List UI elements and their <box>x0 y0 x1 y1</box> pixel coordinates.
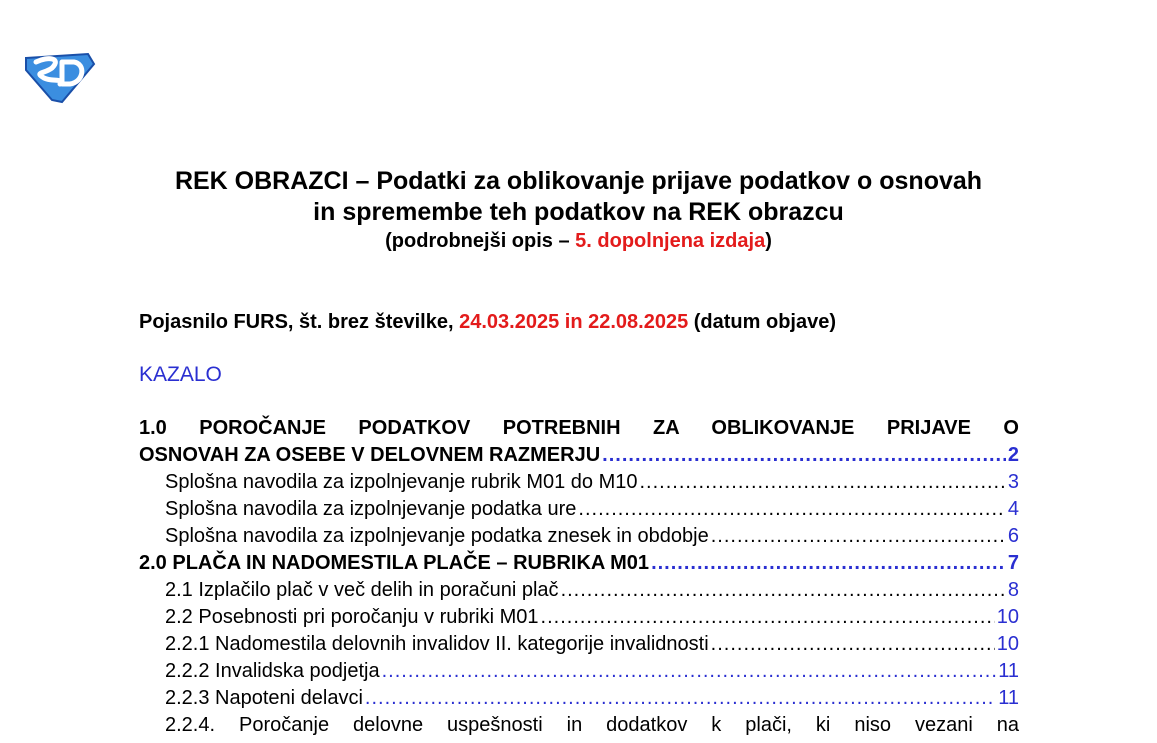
furs-notice <box>139 309 836 335</box>
toc-entry-label: 2.2.1 Nadomestila delovnih invalidov II. kategorije invalidnosti <box>165 633 709 655</box>
toc-entry[interactable] <box>139 469 1019 496</box>
toc-page-number: 10 <box>996 606 1019 628</box>
toc-page-number: 4 <box>1007 498 1019 520</box>
toc-entry[interactable] <box>139 685 1019 712</box>
notice-prefix: Pojasnilo FURS, št. brez številke, <box>139 311 460 333</box>
toc-leader-dots <box>561 577 1006 604</box>
document-subtitle <box>100 228 1057 254</box>
subtitle-suffix: ) <box>765 230 772 252</box>
toc-page-number: 11 <box>998 660 1019 682</box>
toc-heading: KAZALO <box>139 363 222 386</box>
toc-entry-label: Splošna navodila za izpolnjevanje podatka ure <box>165 498 577 520</box>
toc-page-number: 6 <box>1007 525 1019 547</box>
toc-leader-dots <box>651 550 1006 577</box>
toc-leader-dots <box>541 604 995 631</box>
toc-leader-dots <box>711 523 1006 550</box>
sd-shield-logo-icon <box>22 48 96 104</box>
toc-entry-label: Splošna navodila za izpolnjevanje podatka znesek in obdobje <box>165 525 709 547</box>
toc-entry-label: 2.2.2 Invalidska podjetja <box>165 660 380 682</box>
toc-entry[interactable] <box>139 658 1019 685</box>
toc-leader-dots <box>382 658 997 685</box>
toc-entry-label: 2.1 Izplačilo plač v več delih in poračuni plač <box>165 579 559 601</box>
toc-entry[interactable] <box>139 631 1019 658</box>
company-logo <box>22 48 96 104</box>
table-of-contents <box>139 415 1019 739</box>
toc-entry[interactable] <box>139 604 1019 631</box>
toc-page-number: 3 <box>1007 471 1019 493</box>
toc-page-number: 11 <box>998 687 1019 709</box>
toc-entry-multiline[interactable]: 2.2.4. Poročanje delovne uspešnosti in dodatkov k plači, ki niso vezani na <box>165 714 1019 736</box>
toc-page-number: 8 <box>1007 579 1019 601</box>
toc-leader-dots <box>640 469 1006 496</box>
notice-dates: 24.03.2025 in 22.08.2025 <box>459 311 689 333</box>
document-title-line2: in spremembe teh podatkov na REK obrazcu <box>313 198 844 226</box>
toc-leader-dots <box>578 496 1005 523</box>
subtitle-prefix: (podrobnejši opis – <box>385 230 576 252</box>
toc-entry-label: 2.2.3 Napoteni delavci <box>165 687 363 709</box>
toc-section1-line1: 1.0 POROČANJE PODATKOV POTREBNIH ZA OBLIKOVANJE PRIJAVE O <box>139 417 1019 439</box>
toc-section2-entry[interactable] <box>139 550 1019 577</box>
toc-section1-label: OSNOVAH ZA OSEBE V DELOVNEM RAZMERJU <box>139 444 601 466</box>
toc-page-number: 10 <box>996 633 1019 655</box>
toc-entry[interactable] <box>139 523 1019 550</box>
toc-leader-dots <box>602 442 1006 469</box>
toc-entry-label: 2.0 PLAČA IN NADOMESTILA PLAČE – RUBRIKA M01 <box>139 552 650 574</box>
toc-entry-label: Splošna navodila za izpolnjevanje rubrik M01 do M10 <box>165 471 638 493</box>
toc-leader-dots <box>365 685 996 712</box>
toc-section1-entry[interactable] <box>139 442 1019 469</box>
toc-entry[interactable] <box>139 577 1019 604</box>
document-title-line1: REK OBRAZCI – Podatki za oblikovanje prijave podatkov o osnovah <box>174 167 983 195</box>
edition-label: 5. dopolnjena izdaja <box>575 230 766 252</box>
toc-page-number: 2 <box>1007 444 1019 466</box>
toc-page-number: 7 <box>1007 552 1019 574</box>
notice-suffix: (datum objave) <box>688 311 836 333</box>
toc-leader-dots <box>711 631 995 658</box>
toc-entry[interactable] <box>139 496 1019 523</box>
toc-entry-label: 2.2 Posebnosti pri poročanju v rubriki M01 <box>165 606 539 628</box>
